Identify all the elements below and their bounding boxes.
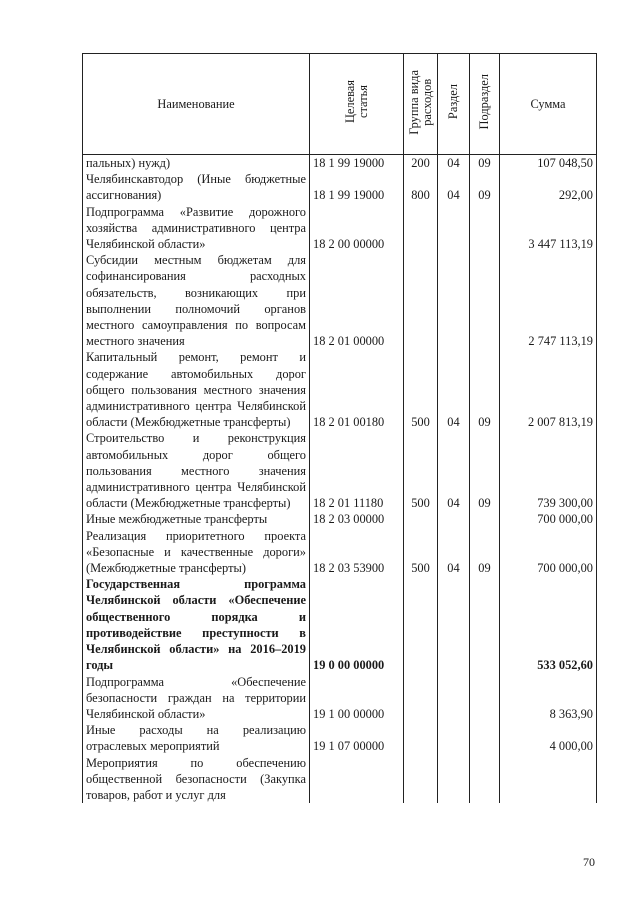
cell-section: 04 [438,155,470,172]
page-number: 70 [583,855,595,869]
cell-section: 04 [438,528,470,577]
header-code [310,54,404,155]
cell-code: 18 2 01 11180 [310,430,404,511]
cell-section [438,204,470,253]
cell-subsection: 09 [470,349,500,430]
cell-section: 04 [438,349,470,430]
table-row [83,674,597,723]
cell-code: 18 1 99 19000 [310,155,404,172]
table-header-row [83,54,597,155]
header-section-label: Раздел [446,84,460,120]
table-row [83,349,597,430]
cell-subsection [470,755,500,804]
cell-name: Строительство и реконструкция автомобильных дорог общего пользования местного значения административного центра Челябинской области (Межбюджетные трансферты) [83,430,310,511]
cell-sum: 533 052,60 [500,576,597,673]
cell-code: 19 0 00 00000 [310,576,404,673]
cell-group [404,755,438,804]
table-row [83,511,597,527]
header-subsection-label: Подраздел [477,74,491,130]
cell-sum: 8 363,90 [500,674,597,723]
cell-subsection [470,576,500,673]
cell-name: Подпрограмма «Развитие дорожного хозяйства административного центра Челябинской области» [83,204,310,253]
cell-name: Подпрограмма «Обеспечение безопасности граждан на территории Челябинской области» [83,674,310,723]
cell-subsection: 09 [470,528,500,577]
cell-code: 18 2 01 00000 [310,252,404,349]
cell-subsection [470,511,500,527]
cell-section: 04 [438,171,470,203]
cell-subsection: 09 [470,430,500,511]
cell-name: Субсидии местным бюджетам для софинансирования расходных обязательств, возникающих при выполнении полномочий органов местного самоуправления по вопросам местного значения [83,252,310,349]
header-sum: Сумма [500,54,597,155]
cell-section [438,674,470,723]
cell-code: 18 2 00 00000 [310,204,404,253]
cell-subsection [470,204,500,253]
header-group-label: Группа вида расходов [406,69,434,135]
cell-code: 18 2 01 00180 [310,349,404,430]
header-subsection [470,54,500,155]
cell-subsection [470,252,500,349]
cell-group: 500 [404,528,438,577]
cell-subsection [470,722,500,754]
cell-code: 18 2 03 00000 [310,511,404,527]
cell-name: пальных) нужд) [83,155,310,172]
cell-code: 19 1 07 00000 [310,722,404,754]
cell-sum: 700 000,00 [500,511,597,527]
cell-name: Иные расходы на реализацию отраслевых мероприятий [83,722,310,754]
cell-group: 500 [404,349,438,430]
cell-name: Иные межбюджетные трансферты [83,511,310,527]
cell-sum [500,755,597,804]
cell-group: 500 [404,430,438,511]
cell-code: 19 1 00 00000 [310,674,404,723]
table-row [83,576,597,673]
header-name: Наименование [83,54,310,155]
table-row [83,755,597,804]
cell-subsection: 09 [470,155,500,172]
cell-sum: 739 300,00 [500,430,597,511]
cell-sum: 2 747 113,19 [500,252,597,349]
table-body [83,155,597,804]
cell-name: Государственная программа Челябинской области «Обеспечение общественного порядка и противодействие преступности в Челябинской области» на 2016–2019 годы [83,576,310,673]
cell-section [438,576,470,673]
cell-section [438,722,470,754]
cell-subsection [470,674,500,723]
table-row [83,252,597,349]
cell-name: Челябинскавтодор (Иные бюджетные ассигнования) [83,171,310,203]
cell-sum: 2 007 813,19 [500,349,597,430]
cell-section [438,511,470,527]
cell-name: Реализация приоритетного проекта «Безопасные и качественные дороги» (Межбюджетные трансферты) [83,528,310,577]
cell-section [438,252,470,349]
cell-sum: 4 000,00 [500,722,597,754]
header-code-label: Целевая статья [342,80,370,124]
cell-group: 200 [404,155,438,172]
table-row [83,430,597,511]
cell-sum: 700 000,00 [500,528,597,577]
cell-sum: 3 447 113,19 [500,204,597,253]
cell-group: 800 [404,171,438,203]
cell-code [310,755,404,804]
header-section [438,54,470,155]
budget-table [82,53,597,803]
cell-group [404,674,438,723]
cell-name: Мероприятия по обеспечению общественной безопасности (Закупка товаров, работ и услуг для [83,755,310,804]
cell-section: 04 [438,430,470,511]
table-row [83,155,597,172]
header-group [404,54,438,155]
cell-name: Капитальный ремонт, ремонт и содержание автомобильных дорог общего пользования местного значения административного центра Челябинской области (Межбюджетные трансферты) [83,349,310,430]
cell-sum: 107 048,50 [500,155,597,172]
cell-group [404,722,438,754]
table-row [83,204,597,253]
cell-code: 18 1 99 19000 [310,171,404,203]
table-row [83,171,597,203]
cell-section [438,755,470,804]
cell-subsection: 09 [470,171,500,203]
cell-sum: 292,00 [500,171,597,203]
table-row [83,722,597,754]
table-row [83,528,597,577]
cell-group [404,252,438,349]
cell-group [404,511,438,527]
cell-group [404,576,438,673]
cell-group [404,204,438,253]
cell-code: 18 2 03 53900 [310,528,404,577]
